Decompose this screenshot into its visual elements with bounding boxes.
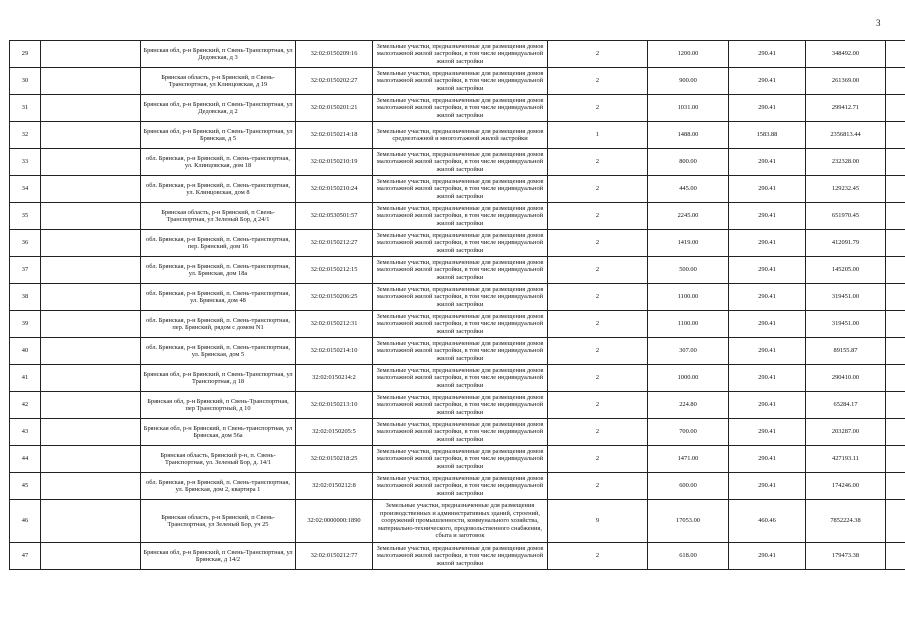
specific-value-cell: 290.41 [729,446,806,473]
blank-cell [41,543,141,570]
cadastral-number-cell: 32:02:0150212:15 [296,257,373,284]
area-cell: 1031.00 [648,95,729,122]
blank-cell [41,419,141,446]
specific-value-cell: 290.41 [729,338,806,365]
use-group-cell: 2 [548,543,648,570]
land-use-cell: Земельные участки, предназначенные для размещения домов малоэтажной жилой застройки, в том числе индивидуальной жилой застройки [373,95,548,122]
address-cell: Брянская обл, р-н Брянский, п Свень-Транспортная, ул Брянская, д 14/2 [141,543,296,570]
area-cell: 307.00 [648,338,729,365]
cadastral-number-cell: 32:02:0150209:16 [296,41,373,68]
address-cell: обл. Брянская, р-н Брянский, п. Свень-транспортная, пер. Брянский, дом 16 [141,230,296,257]
cadastral-number-cell: 32:02:0150212:31 [296,311,373,338]
use-group-cell: 2 [548,473,648,500]
blank-cell [41,176,141,203]
cadastral-value-cell: 179473.38 [806,543,886,570]
table-row [10,41,905,68]
blank-cell [886,473,905,500]
table-row [10,257,905,284]
specific-value-cell: 290.41 [729,365,806,392]
use-group-cell: 2 [548,338,648,365]
blank-cell [886,257,905,284]
row-number-cell: 34 [10,176,41,203]
table-row [10,284,905,311]
cadastral-value-cell: 319451.00 [806,284,886,311]
land-use-cell: Земельные участки, предназначенные для размещения домов малоэтажной жилой застройки, в том числе индивидуальной жилой застройки [373,176,548,203]
address-cell: Брянская обл, р-н Брянский, п Свень-Транспортная, ул Дедовская, д 2 [141,95,296,122]
specific-value-cell: 1583.88 [729,122,806,149]
blank-cell [886,284,905,311]
address-cell: Брянская обл, р-н Брянский, п Свень-Транспортная, ул Брянская, д 5 [141,122,296,149]
specific-value-cell: 290.41 [729,257,806,284]
area-cell: 700.00 [648,419,729,446]
blank-cell [41,95,141,122]
area-cell: 224.80 [648,392,729,419]
blank-cell [41,500,141,543]
row-number-cell: 41 [10,365,41,392]
row-number-cell: 38 [10,284,41,311]
blank-cell [41,392,141,419]
address-cell: Брянская обл, р-н Брянский, п Свень-Транспортная, ул Дедовская, д 3 [141,41,296,68]
blank-cell [41,257,141,284]
land-use-cell: Земельные участки, предназначенные для размещения домов малоэтажной жилой застройки, в том числе индивидуальной жилой застройки [373,257,548,284]
cadastral-number-cell: 32:02:0150213:10 [296,392,373,419]
blank-cell [886,543,905,570]
specific-value-cell: 460.46 [729,500,806,543]
row-number-cell: 35 [10,203,41,230]
cadastral-value-cell: 651970.45 [806,203,886,230]
cadastral-number-cell: 32:02:0150205:5 [296,419,373,446]
specific-value-cell: 290.41 [729,149,806,176]
use-group-cell: 2 [548,149,648,176]
specific-value-cell: 290.41 [729,543,806,570]
use-group-cell: 2 [548,230,648,257]
use-group-cell: 2 [548,41,648,68]
area-cell: 600.00 [648,473,729,500]
land-use-cell: Земельные участки, предназначенные для размещения домов среднеэтажной и многоэтажной жилой застройки [373,122,548,149]
blank-cell [886,446,905,473]
row-number-cell: 46 [10,500,41,543]
blank-cell [41,122,141,149]
cadastral-number-cell: 32:02:0000000:1890 [296,500,373,543]
use-group-cell: 2 [548,68,648,95]
specific-value-cell: 290.41 [729,68,806,95]
cadastral-number-cell: 32:02:0530501:57 [296,203,373,230]
blank-cell [886,419,905,446]
specific-value-cell: 290.41 [729,203,806,230]
blank-cell [41,338,141,365]
cadastral-number-cell: 32:02:0150212:77 [296,543,373,570]
row-number-cell: 39 [10,311,41,338]
cadastral-number-cell: 32:02:0150202:27 [296,68,373,95]
table-row [10,149,905,176]
row-number-cell: 44 [10,446,41,473]
cadastral-number-cell: 32:02:0150214:18 [296,122,373,149]
use-group-cell: 2 [548,365,648,392]
land-plot-registry-table [9,40,905,570]
address-cell: Брянская область, Брянский р-н, п. Свень-Транспортная, ул. Зеленый Бор, д. 14/1 [141,446,296,473]
land-use-cell: Земельные участки, предназначенные для размещения производственных и административных зданий, строений, сооружений промышленности, коммунального хозяйства, материально-технического, продовольственного снабжения, сбыта и заготовок [373,500,548,543]
address-cell: Брянская область, р-н Брянский, п Свень-Транспортная, ул Клинцовская, д 19 [141,68,296,95]
table-row [10,122,905,149]
specific-value-cell: 290.41 [729,311,806,338]
land-use-cell: Земельные участки, предназначенные для размещения домов малоэтажной жилой застройки, в том числе индивидуальной жилой застройки [373,338,548,365]
row-number-cell: 29 [10,41,41,68]
use-group-cell: 2 [548,203,648,230]
table-row [10,392,905,419]
blank-cell [886,95,905,122]
table-row [10,311,905,338]
blank-cell [41,284,141,311]
area-cell: 800.00 [648,149,729,176]
specific-value-cell: 290.41 [729,230,806,257]
area-cell: 1488.00 [648,122,729,149]
cadastral-value-cell: 129232.45 [806,176,886,203]
land-use-cell: Земельные участки, предназначенные для размещения домов малоэтажной жилой застройки, в том числе индивидуальной жилой застройки [373,419,548,446]
area-cell: 1471.00 [648,446,729,473]
land-use-cell: Земельные участки, предназначенные для размещения домов малоэтажной жилой застройки, в том числе индивидуальной жилой застройки [373,392,548,419]
address-cell: обл. Брянская, р-н Брянский, п. Свень-транспортная, ул. Клинцовская, дом 8 [141,176,296,203]
area-cell: 1100.00 [648,311,729,338]
use-group-cell: 2 [548,311,648,338]
land-use-cell: Земельные участки, предназначенные для размещения домов малоэтажной жилой застройки, в том числе индивидуальной жилой застройки [373,41,548,68]
cadastral-value-cell: 7852224.38 [806,500,886,543]
table-row [10,500,905,543]
page-number: 3 [876,18,881,28]
table-row [10,365,905,392]
cadastral-number-cell: 32:02:0150210:24 [296,176,373,203]
cadastral-value-cell: 203287.00 [806,419,886,446]
use-group-cell: 2 [548,392,648,419]
area-cell: 500.00 [648,257,729,284]
cadastral-value-cell: 290410.00 [806,365,886,392]
blank-cell [41,41,141,68]
cadastral-number-cell: 32:02:0150206:25 [296,284,373,311]
row-number-cell: 37 [10,257,41,284]
land-use-cell: Земельные участки, предназначенные для размещения домов малоэтажной жилой застройки, в том числе индивидуальной жилой застройки [373,230,548,257]
cadastral-value-cell: 348492.00 [806,41,886,68]
blank-cell [41,365,141,392]
table-row [10,68,905,95]
area-cell: 900.00 [648,68,729,95]
blank-cell [41,311,141,338]
blank-cell [886,203,905,230]
blank-cell [886,365,905,392]
specific-value-cell: 290.41 [729,95,806,122]
cadastral-value-cell: 89155.87 [806,338,886,365]
table-row [10,543,905,570]
blank-cell [41,446,141,473]
specific-value-cell: 290.41 [729,473,806,500]
blank-cell [41,203,141,230]
blank-cell [886,392,905,419]
area-cell: 445.00 [648,176,729,203]
area-cell: 618.00 [648,543,729,570]
address-cell: обл. Брянская, р-н Брянский, п. Свень-транспортная, ул. Брянская, дом 18а [141,257,296,284]
cadastral-number-cell: 32:02:0150212:8 [296,473,373,500]
blank-cell [41,149,141,176]
cadastral-value-cell: 232328.00 [806,149,886,176]
land-use-cell: Земельные участки, предназначенные для размещения домов малоэтажной жилой застройки, в том числе индивидуальной жилой застройки [373,473,548,500]
land-use-cell: Земельные участки, предназначенные для размещения домов малоэтажной жилой застройки, в том числе индивидуальной жилой застройки [373,149,548,176]
cadastral-value-cell: 319451.00 [806,311,886,338]
table-row [10,473,905,500]
row-number-cell: 47 [10,543,41,570]
cadastral-value-cell: 65284.17 [806,392,886,419]
cadastral-number-cell: 32:02:0150212:27 [296,230,373,257]
address-cell: обл. Брянская, р-н Брянский, п. Свень-транспортная, ул. Клинцовская, дом 18 [141,149,296,176]
row-number-cell: 40 [10,338,41,365]
cadastral-value-cell: 412091.79 [806,230,886,257]
blank-cell [886,41,905,68]
table-row [10,230,905,257]
area-cell: 1419.00 [648,230,729,257]
cadastral-number-cell: 32:02:0150210:19 [296,149,373,176]
use-group-cell: 2 [548,257,648,284]
row-number-cell: 42 [10,392,41,419]
area-cell: 17053.00 [648,500,729,543]
blank-cell [41,473,141,500]
area-cell: 1100.00 [648,284,729,311]
area-cell: 1000.00 [648,365,729,392]
cadastral-value-cell: 261369.00 [806,68,886,95]
address-cell: Брянская область, р-н Брянский, п Свень-Транспортная, ул Зеленый Бор, уч 25 [141,500,296,543]
address-cell: обл. Брянская, р-н Брянский, п. Свень-транспортная, пер. Брянский, рядом с домом N1 [141,311,296,338]
table-row [10,419,905,446]
blank-cell [886,500,905,543]
specific-value-cell: 290.41 [729,392,806,419]
cadastral-number-cell: 32:02:0150214:10 [296,338,373,365]
table-row [10,95,905,122]
address-cell: Брянская область, р-н Брянский, п Свень-Транспортная, ул Зеленый Бор, д 24/1 [141,203,296,230]
cadastral-number-cell: 32:02:0150201:21 [296,95,373,122]
address-cell: Брянская обл, р-н Брянский, п Свень-Транспортная, ул Транспортная, д 18 [141,365,296,392]
land-use-cell: Земельные участки, предназначенные для размещения домов малоэтажной жилой застройки, в том числе индивидуальной жилой застройки [373,365,548,392]
use-group-cell: 1 [548,122,648,149]
specific-value-cell: 290.41 [729,284,806,311]
use-group-cell: 9 [548,500,648,543]
table-row [10,338,905,365]
row-number-cell: 30 [10,68,41,95]
cadastral-value-cell: 299412.71 [806,95,886,122]
blank-cell [886,68,905,95]
blank-cell [886,311,905,338]
address-cell: обл. Брянская, р-н Брянский, п. Свень-транспортная, ул. Брянская, дом 48 [141,284,296,311]
land-use-cell: Земельные участки, предназначенные для размещения домов малоэтажной жилой застройки, в том числе индивидуальной жилой застройки [373,446,548,473]
area-cell: 1200.00 [648,41,729,68]
cadastral-value-cell: 145205.00 [806,257,886,284]
use-group-cell: 2 [548,95,648,122]
land-use-cell: Земельные участки, предназначенные для размещения домов малоэтажной жилой застройки, в том числе индивидуальной жилой застройки [373,68,548,95]
row-number-cell: 33 [10,149,41,176]
table-body [10,41,905,570]
land-use-cell: Земельные участки, предназначенные для размещения домов малоэтажной жилой застройки, в том числе индивидуальной жилой застройки [373,284,548,311]
blank-cell [886,230,905,257]
specific-value-cell: 290.41 [729,176,806,203]
address-cell: Брянская обл, р-н Брянский, п Свень-транспортная, ул Брянская, дом 56а [141,419,296,446]
blank-cell [886,338,905,365]
use-group-cell: 2 [548,176,648,203]
cadastral-value-cell: 174246.00 [806,473,886,500]
specific-value-cell: 290.41 [729,419,806,446]
land-use-cell: Земельные участки, предназначенные для размещения домов малоэтажной жилой застройки, в том числе индивидуальной жилой застройки [373,203,548,230]
use-group-cell: 2 [548,419,648,446]
table-row [10,446,905,473]
cadastral-number-cell: 32:02:0150214:2 [296,365,373,392]
address-cell: обл. Брянская, р-н Брянский, п. Свень-транспортная, ул. Брянская, дом 5 [141,338,296,365]
cadastral-value-cell: 2356813.44 [806,122,886,149]
use-group-cell: 2 [548,284,648,311]
row-number-cell: 36 [10,230,41,257]
address-cell: обл. Брянская, р-н Брянский, п. Свень-транспортная, ул. Брянская, дом 2, квартира 1 [141,473,296,500]
area-cell: 2245.00 [648,203,729,230]
use-group-cell: 2 [548,446,648,473]
address-cell: Брянская обл, р-н Брянский, п Свень-Транспортная, пер Транспортный, д 10 [141,392,296,419]
blank-cell [886,149,905,176]
land-use-cell: Земельные участки, предназначенные для размещения домов малоэтажной жилой застройки, в том числе индивидуальной жилой застройки [373,543,548,570]
row-number-cell: 45 [10,473,41,500]
row-number-cell: 32 [10,122,41,149]
blank-cell [886,176,905,203]
blank-cell [41,68,141,95]
cadastral-value-cell: 427193.11 [806,446,886,473]
table-row [10,203,905,230]
table-row [10,176,905,203]
row-number-cell: 43 [10,419,41,446]
cadastral-number-cell: 32:02:0150218:25 [296,446,373,473]
blank-cell [41,230,141,257]
row-number-cell: 31 [10,95,41,122]
land-use-cell: Земельные участки, предназначенные для размещения домов малоэтажной жилой застройки, в том числе индивидуальной жилой застройки [373,311,548,338]
specific-value-cell: 290.41 [729,41,806,68]
blank-cell [886,122,905,149]
